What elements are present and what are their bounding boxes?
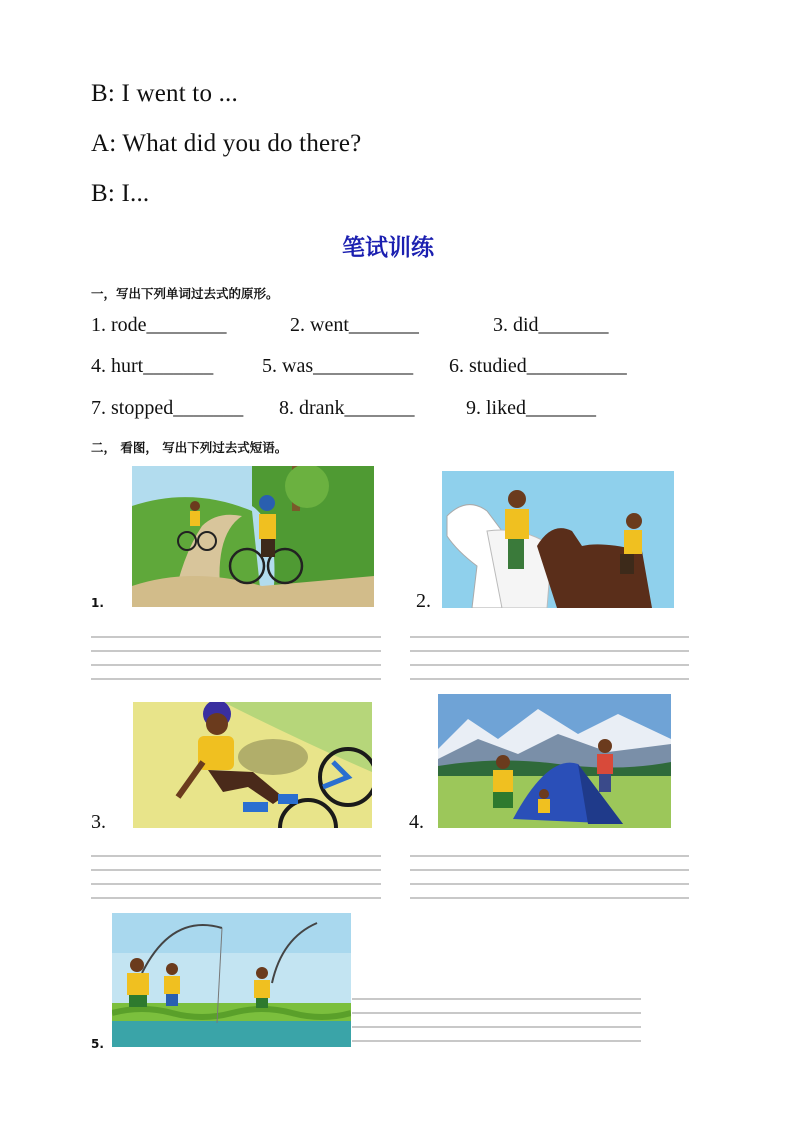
- cycling-picture: [132, 466, 374, 607]
- word-item: 9. liked_______: [466, 397, 596, 419]
- word-item: 6. studied__________: [449, 355, 627, 377]
- dialogue-line-3: B: I...: [91, 180, 150, 207]
- part2-instruction: 二， 看图， 写出下列过去式短语。: [91, 440, 288, 455]
- fell-off-bike-picture: [133, 702, 372, 828]
- word-item: 5. was__________: [262, 355, 414, 377]
- answer-lines-3: [91, 855, 381, 899]
- picture-label-3: 3.: [91, 811, 106, 833]
- camping-picture: [438, 694, 671, 828]
- word-item: 7. stopped_______: [91, 397, 244, 419]
- part1-instruction: 一，写出下列单词过去式的原形。: [91, 286, 279, 301]
- word-item: 1. rode________: [91, 314, 227, 336]
- word-item: 8. drank_______: [279, 397, 415, 419]
- answer-lines-2: [410, 636, 689, 680]
- picture-label-2: 2.: [416, 590, 431, 612]
- dialogue-line-2: A: What did you do there?: [91, 130, 362, 157]
- picture-label-1: 1.: [91, 596, 104, 610]
- dialogue-line-1: B: I went to ...: [91, 80, 238, 107]
- word-item: 4. hurt_______: [91, 355, 214, 377]
- section-title: 笔试训练: [342, 235, 434, 261]
- picture-label-5: 5.: [91, 1037, 104, 1051]
- word-item: 3. did_______: [493, 314, 609, 336]
- answer-lines-1: [91, 636, 381, 680]
- answer-lines-4: [410, 855, 689, 899]
- word-item: 2. went_______: [290, 314, 419, 336]
- picture-label-4: 4.: [409, 811, 424, 833]
- answer-lines-5: [352, 998, 641, 1042]
- horse-riding-picture: [442, 471, 674, 608]
- fishing-picture: [112, 913, 351, 1047]
